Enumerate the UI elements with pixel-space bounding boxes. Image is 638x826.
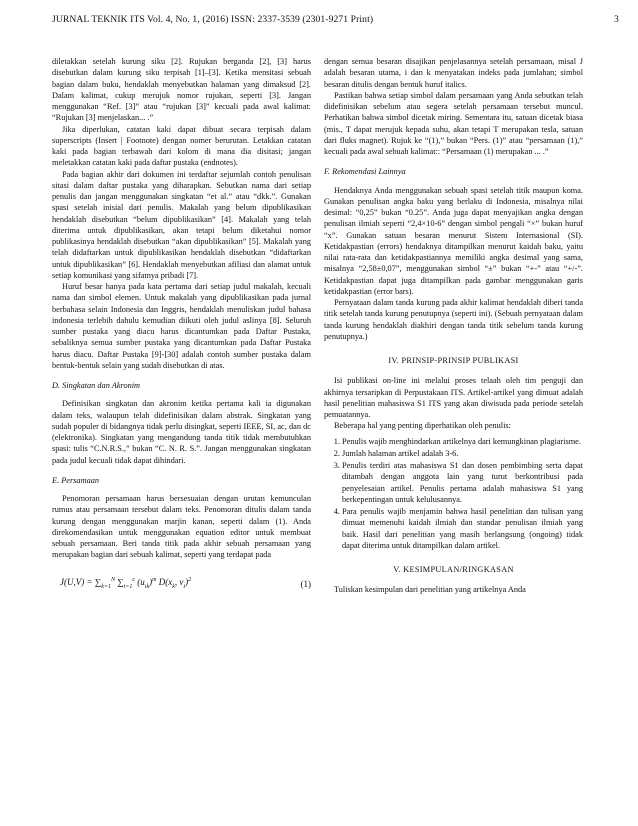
paragraph: Isi publikasi on-line ini melalui proses telaah oleh tim penguji dan akhirnya tersaripkan di Perpustakaan ITS. Artikel-artikel yang dimuat adalah hasil penelitian mahasiswa S1 ITS yang akan diwisuda pada periode setelah pemuatannya. xyxy=(324,376,583,419)
paragraph: Beberapa hal yang penting diperhatikan oleh penulis: xyxy=(334,421,511,431)
subsection-heading-d: D. Singkatan dan Akronim xyxy=(52,381,141,390)
section-heading-iv: IV. PRINSIP-PRINSIP PUBLIKASI xyxy=(388,356,519,365)
list-item: 4. Para penulis wajib menjamin bahwa hasil penelitian dan tulisan yang dimuat memenuhi kaidah ilmiah dan standar penulisan ilmiah yang baik. Hasil dari penelitian yang masih berlangsung (ongoing) tidak dapat diterima untuk ditampilkan dalam artikel. xyxy=(342,506,583,551)
paragraph: Jika diperlukan, catatan kaki dapat dibuat secara terpisah dalam superscripts (Insert | Footnote) dengan nomer berurutan. Letakkan catatan kaki pada bagian terbawah dari kolom di mana dia disitasi; jangan meletakkan catatan kaki pada daftar pustaka (endnotes). xyxy=(52,124,311,168)
paragraph: Pastikan bahwa setiap simbol dalam persamaan yang Anda sebutkan telah didefinisikan sebelum atau segera setelah persamaan tersebut muncul. Perhatikan bahwa simbol dicetak miring. Sementara itu, satuan dicetak biasa (mis., T dapat merujuk kepada suhu, akan tetapi T merupakan tesla, satuan dari fluks magnet). Rujuk ke “(1),” bukan “Pers. (1)” atau “persamaan (1),” kecuali pada awal sebuah kalimat:: “Persamaan (1) merupakan ... .” xyxy=(324,90,583,156)
list-item: 2. Jumlah halaman artikel adalah 3-6. xyxy=(342,448,583,459)
running-header: JURNAL TEKNIK ITS Vol. 4, No. 1, (2016) ISSN: 2337-3539 (2301-9271 Print) xyxy=(52,14,374,25)
list-item: 3. Penulis terdiri atas mahasiswa S1 dan dosen pembimbing serta dapat ditambah dengan anggota lain yang turut berkontribusi pada penyelesaian artikel. Penulis pertama adalah mahasiswa S1 yang berkepentingan untuk kelulusannya. xyxy=(342,460,583,505)
section-heading-v: V. KESIMPULAN/RINGKASAN xyxy=(393,565,514,574)
equation-formula: $J(U,V) = \sum_{k=1}^N$ $\sum_{i=1}^c$ $(u_{ik})^m$ $D(x_k$, $v_i)^2$ xyxy=(60,576,192,590)
paragraph: Huruf besar hanya pada kata pertama dari setiap judul makalah, kecuali nama dan simbol elemen. Untuk makalah yang dipublikasikan pada jurnal berbahasa selain Indonesia dan Inggris, hendaklah menuliskan judul bahasa indonesia terlebih dahulu kemudian diikuti oleh judul aslinya [8]. Seluruh sumber pustaka yang diacu harus dicantumkan pada Daftar Pustaka, sebaliknya semua sumber pustaka yang dicantumkan pada Daftar Pustaka harus diacu. Daftar Pustaka [9]-[30] adalah contoh sumber pustaka dalam bentuk-bentuk selain yang sudah disebutkan di atas. xyxy=(52,282,311,370)
page-number: 3 xyxy=(614,14,619,25)
paragraph: Definisikan singkatan dan akronim ketika pertama kali ia digunakan dalam teks, walaupun telah didefinisikan dalam abstrak. Singkatan yang sudah populer di bidangnya tidak perlu disingkat, seperti IEEE, SI, ac, dan dc (elektronika). Singkatan yang mengandung tanda titik tidak membutuhkan spasi: tulis “C.N.R.S.,” bukan “C. N. R. S.”. Jangan menggunakan singkatan pada judul kecuali tidak dapat dihindari. xyxy=(52,399,311,465)
list-item: 1. Penulis wajib menghindarkan artikelnya dari kemungkinan plagiarisme. xyxy=(342,436,583,447)
paragraph: Tuliskan kesimpulan dari penelitian yang artikelnya Anda xyxy=(334,585,526,595)
paragraph: Pernyataan dalam tanda kurung pada akhir kalimat hendaklah diberi tanda titik setelah tanda kurung penutupnya (seperti ini). (Sebuah pernyataan dalam tanda kurung hendaklah diakhiri dengan tanda titik sebelum tanda kurung penutupnya.) xyxy=(324,298,583,341)
subsection-heading-f: F. Rekomendasi Lainnya xyxy=(324,167,406,177)
paragraph: Pada bagian akhir dari dokumen ini terdaftar sejumlah contoh penulisan sitasi dalam daftar pustaka yang diharapkan. Sebutkan nama dari setiap penulis dan jangan menggunakan singkatan “et al.” atau “dkk.”. Gunakan spasi setelah inisial dari penulis. Makalah yang belum dipublikasikan hendaklah disebutkan “belum dipublikasikan” [4]. Makalah yang telah diterima untuk dipublikasikan, akan tetapi belum diketahui nomor publikasinya hendaklah disebutkan “akan dipublikasikan” [5]. Makalah yang telah didaftarkan untuk dipublikasikan hendaklah disebutkan “didaftarkan untuk dipublikasikan” [6]. Hendaklah menyebutkan afiliasi dan alamat untuk setiap komunikasi yang sifatnya pribadi [7]. xyxy=(52,169,311,280)
equation-1 xyxy=(52,571,311,599)
paragraph: dengan semua besaran disajikan penjelasannya setelah persamaan, misal J adalah besaran utama, i dan k menyatakan indeks pada jumlahan; simbol besaran ditulis dengan bentuk huruf italics. xyxy=(324,57,583,89)
equation-number: (1) xyxy=(300,578,311,589)
paragraph: Penomoran persamaan harus bersesuaian dengan urutan kemunculan rumus atau persamaan tersebut dalam teks. Penomoran ditulis dalam tanda kurung dengan menggunakan marjin kanan, seperti dalam (1). Anda direkomendasikan untuk menggunakan equation editor untuk membuat sebuah persamaan. Beri tanda titik pada akhir sebuah persamaan yang merupakan bagian dari sebuah kalimat, seperti yang terdapat pada xyxy=(52,494,311,560)
principles-list xyxy=(324,436,583,552)
right-column xyxy=(324,56,583,596)
paragraph: Hendaknya Anda menggunakan sebuah spasi setelah titik maupun koma. Gunakan penulisan angka baku yang berlaku di Indonesia, misalnya nilai desimal: “0,25” bukan “0.25”. Anda juga dapat menyajikan angka dengan penulisan ilmiah seperti “2,4×10-6” dengan simbol pengali “×” bukan huruf “x”. Gunakan satuan besaran menurut Sistem Internasional (SI). Ketidakpastian (errors) hendaknya ditampilkan menurut kaidah baku, yaitu nilai rata-rata dan ketidakpastiannya memiliki angka desimal yang sama, misalnya “2,58±0,07”, menggunakan simbol “±” bukan “+-” atau “+/-”. Ketidakpastian dapat juga ditampilkan pada gambar menggunakan garis ketidakpastian (error bars). xyxy=(324,185,583,296)
paragraph: diletakkan setelah kurung siku [2]. Rujukan berganda [2], [3] harus disebutkan dalam kurung siku terpisah [1]–[3]. Ketika mensitasi sebuah bagian dalam buku, hendaklah menyebutkan halaman yang dimaksud [2]. Dalam kalimat, cukup merujuk nomor rujukan, seperti [3]. Jangan menggunakan “Ref. [3]” atau “rujukan [3]” kecuali pada awal kalimat: “Rujukan [3] menjelaskan... .” xyxy=(52,57,311,123)
subsection-heading-e: E. Persamaan xyxy=(52,475,100,485)
left-column xyxy=(52,56,311,599)
